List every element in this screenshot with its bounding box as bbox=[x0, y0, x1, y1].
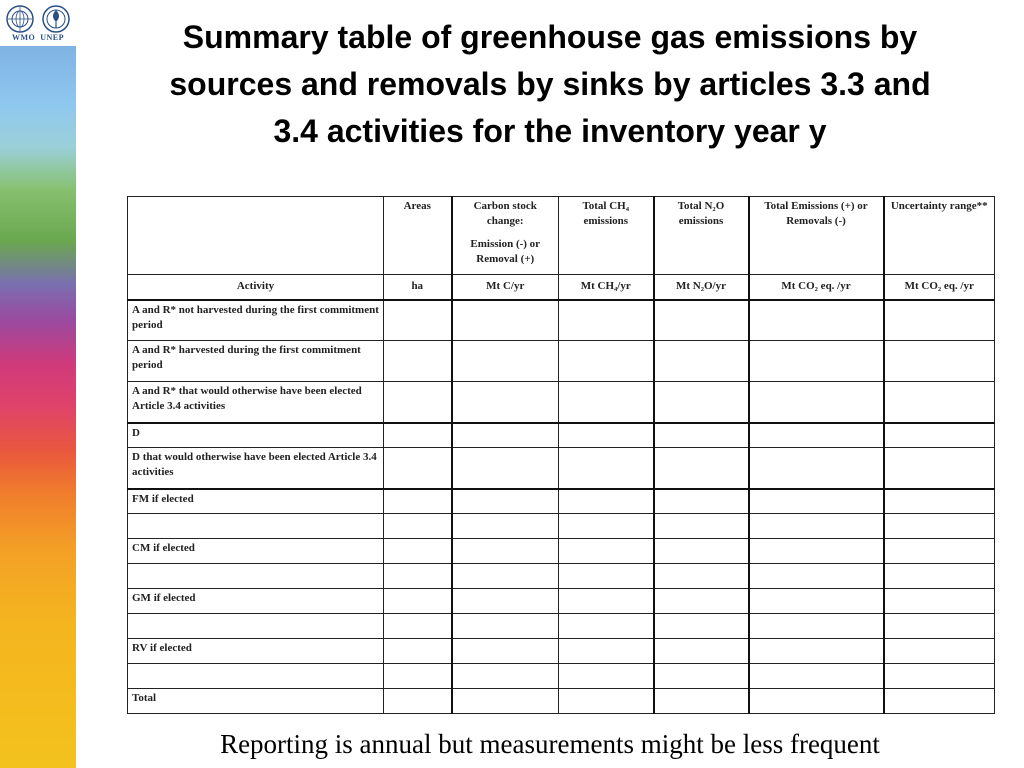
column-header-label: Total N₂O emissions bbox=[677, 200, 725, 227]
empty-cell bbox=[384, 423, 452, 448]
logo-area bbox=[0, 0, 76, 47]
table-row bbox=[128, 514, 995, 539]
column-header bbox=[452, 197, 559, 275]
empty-cell bbox=[452, 589, 559, 614]
unep-label: UNEP bbox=[40, 33, 65, 42]
empty-cell bbox=[884, 614, 995, 639]
slide-title: Summary table of greenhouse gas emissions by sources and removals by sinks by articles 3.3 and 3.4 activities for the inventory year y bbox=[169, 19, 931, 149]
table-row bbox=[128, 564, 995, 589]
empty-cell bbox=[559, 300, 654, 341]
activity-label: A and R* not harvested during the first commitment period bbox=[128, 300, 384, 341]
empty-cell bbox=[452, 489, 559, 514]
empty-cell bbox=[749, 300, 884, 341]
column-header-label: Areas bbox=[403, 200, 431, 212]
activity-label: CM if elected bbox=[128, 539, 384, 564]
table-row bbox=[128, 689, 995, 714]
empty-cell bbox=[654, 639, 749, 664]
activity-label bbox=[128, 514, 384, 539]
column-header-label: Total Emissions (+) or Removals (-) bbox=[764, 200, 868, 227]
empty-cell bbox=[384, 689, 452, 714]
table-row bbox=[128, 664, 995, 689]
empty-cell bbox=[884, 489, 995, 514]
empty-cell bbox=[559, 539, 654, 564]
activity-header: Activity bbox=[128, 275, 384, 300]
empty-cell bbox=[749, 614, 884, 639]
table-row bbox=[128, 423, 995, 448]
empty-cell bbox=[452, 448, 559, 489]
empty-cell bbox=[749, 564, 884, 589]
empty-cell bbox=[749, 514, 884, 539]
empty-cell bbox=[884, 564, 995, 589]
activity-label: D that would otherwise have been elected Article 3.4 activities bbox=[128, 448, 384, 489]
empty-cell bbox=[884, 300, 995, 341]
empty-cell bbox=[559, 341, 654, 382]
unit-cell: Mt N₂O/yr bbox=[654, 275, 749, 300]
empty-cell bbox=[749, 664, 884, 689]
unit-cell: Mt CO₂ eq. /yr bbox=[749, 275, 884, 300]
empty-cell bbox=[884, 589, 995, 614]
column-header-sublabel: Emission (-) or Removal (+) bbox=[470, 238, 541, 265]
empty-cell bbox=[749, 423, 884, 448]
decorative-gradient-stripe bbox=[0, 46, 76, 768]
empty-cell bbox=[749, 448, 884, 489]
slide-footer: Reporting is annual but measurements might be less frequent bbox=[220, 729, 880, 759]
empty-cell bbox=[559, 382, 654, 423]
empty-cell bbox=[559, 664, 654, 689]
empty-cell bbox=[654, 689, 749, 714]
activity-label: D bbox=[128, 423, 384, 448]
table-body bbox=[128, 300, 995, 714]
empty-cell bbox=[559, 689, 654, 714]
unep-emblem-icon bbox=[41, 4, 71, 34]
empty-cell bbox=[452, 341, 559, 382]
empty-cell bbox=[654, 539, 749, 564]
column-header-label: Uncertainty range** bbox=[890, 200, 988, 212]
empty-cell bbox=[384, 639, 452, 664]
empty-cell bbox=[384, 664, 452, 689]
activity-label: A and R* harvested during the first commitment period bbox=[128, 341, 384, 382]
empty-cell bbox=[452, 639, 559, 664]
empty-cell bbox=[654, 489, 749, 514]
empty-cell bbox=[384, 382, 452, 423]
unit-cell: Mt CH₄/yr bbox=[559, 275, 654, 300]
column-header bbox=[384, 197, 452, 275]
empty-cell bbox=[654, 300, 749, 341]
empty-cell bbox=[654, 664, 749, 689]
header-row bbox=[128, 197, 995, 275]
empty-cell bbox=[654, 382, 749, 423]
activity-label: FM if elected bbox=[128, 489, 384, 514]
empty-cell bbox=[884, 423, 995, 448]
empty-cell bbox=[654, 564, 749, 589]
unit-cell: Mt CO₂ eq. /yr bbox=[884, 275, 995, 300]
empty-cell bbox=[654, 341, 749, 382]
empty-cell bbox=[654, 448, 749, 489]
table-row bbox=[128, 341, 995, 382]
empty-cell bbox=[654, 514, 749, 539]
empty-cell bbox=[654, 614, 749, 639]
empty-cell bbox=[884, 689, 995, 714]
empty-cell bbox=[384, 589, 452, 614]
wmo-label: WMO bbox=[11, 33, 36, 42]
empty-cell bbox=[884, 539, 995, 564]
empty-cell bbox=[654, 423, 749, 448]
unit-cell: ha bbox=[384, 275, 452, 300]
empty-cell bbox=[452, 300, 559, 341]
empty-cell bbox=[452, 614, 559, 639]
empty-cell bbox=[384, 300, 452, 341]
empty-cell bbox=[452, 539, 559, 564]
table-row bbox=[128, 489, 995, 514]
empty-cell bbox=[749, 341, 884, 382]
empty-cell bbox=[749, 639, 884, 664]
empty-cell bbox=[749, 539, 884, 564]
column-header-label: Total CH₄ emissions bbox=[582, 200, 630, 227]
empty-cell bbox=[452, 564, 559, 589]
column-header bbox=[749, 197, 884, 275]
activity-label bbox=[128, 664, 384, 689]
empty-cell bbox=[559, 564, 654, 589]
activity-label: RV if elected bbox=[128, 639, 384, 664]
empty-cell bbox=[884, 514, 995, 539]
empty-cell bbox=[559, 514, 654, 539]
empty-cell bbox=[559, 423, 654, 448]
activity-label: Total bbox=[128, 689, 384, 714]
activity-label bbox=[128, 564, 384, 589]
empty-cell bbox=[559, 614, 654, 639]
empty-cell bbox=[559, 448, 654, 489]
empty-cell bbox=[884, 639, 995, 664]
empty-cell bbox=[884, 448, 995, 489]
empty-cell bbox=[452, 514, 559, 539]
empty-cell bbox=[384, 564, 452, 589]
empty-cell bbox=[559, 639, 654, 664]
unit-row bbox=[128, 275, 995, 300]
column-header bbox=[128, 197, 384, 275]
table-row bbox=[128, 614, 995, 639]
activity-label: GM if elected bbox=[128, 589, 384, 614]
table-row bbox=[128, 448, 995, 489]
column-header bbox=[884, 197, 995, 275]
empty-cell bbox=[559, 489, 654, 514]
empty-cell bbox=[884, 382, 995, 423]
empty-cell bbox=[384, 614, 452, 639]
empty-cell bbox=[384, 489, 452, 514]
empty-cell bbox=[384, 514, 452, 539]
unit-cell: Mt C/yr bbox=[452, 275, 559, 300]
empty-cell bbox=[384, 341, 452, 382]
empty-cell bbox=[749, 689, 884, 714]
empty-cell bbox=[452, 689, 559, 714]
empty-cell bbox=[884, 341, 995, 382]
empty-cell bbox=[452, 382, 559, 423]
table-row bbox=[128, 300, 995, 341]
empty-cell bbox=[559, 589, 654, 614]
empty-cell bbox=[654, 589, 749, 614]
empty-cell bbox=[452, 423, 559, 448]
logo-caption bbox=[0, 33, 76, 42]
table-row bbox=[128, 539, 995, 564]
column-header-label: Carbon stock change: bbox=[473, 200, 537, 227]
activity-label: A and R* that would otherwise have been elected Article 3.4 activities bbox=[128, 382, 384, 423]
summary-table bbox=[127, 196, 995, 714]
table-row bbox=[128, 382, 995, 423]
column-header bbox=[559, 197, 654, 275]
empty-cell bbox=[749, 382, 884, 423]
empty-cell bbox=[452, 664, 559, 689]
column-header bbox=[654, 197, 749, 275]
empty-cell bbox=[749, 489, 884, 514]
wmo-emblem-icon bbox=[5, 4, 35, 34]
table-row bbox=[128, 639, 995, 664]
truncated-footnote bbox=[127, 718, 994, 722]
empty-cell bbox=[384, 539, 452, 564]
sidebar bbox=[0, 0, 76, 768]
empty-cell bbox=[884, 664, 995, 689]
empty-cell bbox=[384, 448, 452, 489]
table-row bbox=[128, 589, 995, 614]
activity-label bbox=[128, 614, 384, 639]
summary-table-container bbox=[127, 196, 994, 718]
empty-cell bbox=[749, 589, 884, 614]
